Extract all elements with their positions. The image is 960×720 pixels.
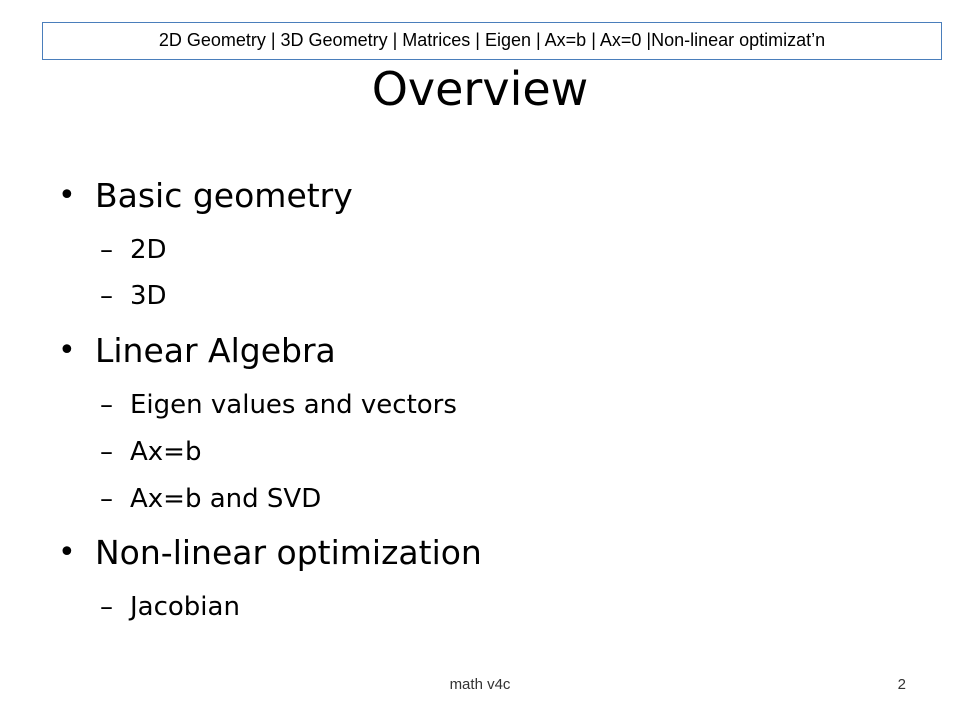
slide-title: Overview <box>371 62 589 116</box>
bullet-icon: • <box>58 535 76 570</box>
bullet-label: Basic geometry <box>95 176 353 215</box>
bullet-item-linear-algebra <box>58 331 336 371</box>
sub-item-label: Jacobian <box>130 592 240 622</box>
sub-item-label: Ax=b <box>130 437 202 467</box>
bullet-icon: • <box>58 178 76 213</box>
sub-item-axb-svd <box>100 482 322 516</box>
sub-item-label: 3D <box>130 281 167 311</box>
dash-icon: – <box>100 592 113 622</box>
sub-item-3d <box>100 279 167 313</box>
topic-navigation-text: 2D Geometry | 3D Geometry | Matrices | Eigen | Ax=b | Ax=0 |Non-linear optimizat’n <box>158 30 826 50</box>
sub-item-label: Ax=b and SVD <box>130 484 322 514</box>
dash-icon: – <box>100 484 113 514</box>
bullet-icon: • <box>58 333 76 368</box>
sub-item-eigen-values <box>100 388 457 422</box>
bullet-label: Non-linear optimization <box>95 533 482 572</box>
dash-icon: – <box>100 437 113 467</box>
footer-text: math v4c <box>449 676 511 693</box>
bullet-label: Linear Algebra <box>95 331 336 370</box>
sub-item-2d <box>100 233 167 267</box>
dash-icon: – <box>100 235 113 265</box>
bullet-item-basic-geometry <box>58 176 353 216</box>
sub-item-label: Eigen values and vectors <box>130 390 457 420</box>
dash-icon: – <box>100 390 113 420</box>
bullet-item-non-linear-optimization <box>58 533 482 573</box>
dash-icon: – <box>100 281 113 311</box>
sub-item-axb <box>100 435 202 469</box>
page-number: 2 <box>897 676 906 693</box>
sub-item-jacobian <box>100 590 240 624</box>
sub-item-label: 2D <box>130 235 167 265</box>
